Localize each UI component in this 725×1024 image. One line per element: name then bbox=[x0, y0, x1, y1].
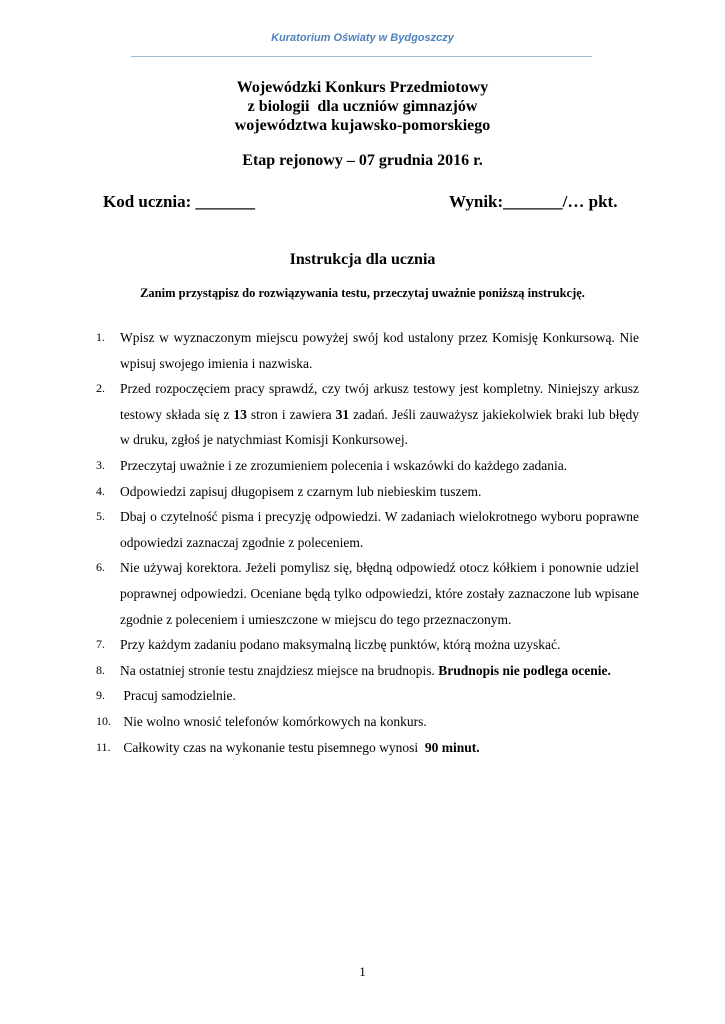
item-number: 9. bbox=[96, 688, 105, 703]
item-number: 2. bbox=[96, 381, 105, 396]
item-text-part: Na ostatniej stronie testu znajdziesz miejsce na brudnopis. bbox=[120, 662, 439, 678]
item-text-part: stron i zawiera bbox=[246, 406, 336, 422]
page-header: Kuratorium Oświaty w Bydgoszczy bbox=[271, 32, 454, 44]
header-divider bbox=[131, 56, 592, 57]
item-number: 6. bbox=[96, 560, 105, 575]
item-text: Dbaj o czytelność pisma i precyzję odpowiedzi. W zadaniach wielokrotnego wyboru poprawne odpowiedzi zaznaczaj zgodnie z poleceniem. bbox=[120, 509, 639, 550]
item-text: Nie używaj korektora. Jeżeli pomylisz się, błędną odpowiedź otocz kółkiem i ponownie udziel poprawnej odpowiedzi. Oceniane będą tylko odpowiedzi, które zostały zaznaczone lub wpisane zgodnie z poleceniem i umieszczone w miejscu do tego przeznaczonym. bbox=[120, 560, 639, 627]
list-item bbox=[96, 376, 639, 453]
list-item bbox=[96, 658, 639, 684]
draft-note: Brudnopis nie podlega ocenie. bbox=[438, 662, 611, 678]
item-number: 3. bbox=[96, 457, 105, 472]
item-text-part: zadań. Jeśli zauważysz jakiekolwiek braki lub błędy w druku, zgłoś je natychmiast Komisji Konkursowej. bbox=[120, 406, 639, 448]
item-text: Pracuj samodzielnie. bbox=[120, 688, 236, 704]
list-item bbox=[96, 325, 639, 376]
item-number: 4. bbox=[96, 483, 105, 498]
item-text: Nie wolno wnosić telefonów komórkowych na konkurs. bbox=[120, 713, 427, 729]
item-text-part: Całkowity czas na wykonanie testu pisemnego wynosi bbox=[120, 739, 422, 755]
time-limit: 90 minut. bbox=[421, 739, 480, 755]
list-item bbox=[96, 504, 639, 555]
title-line-2: z biologii dla uczniów gimnazjów bbox=[247, 98, 478, 115]
item-text: Przy każdym zadaniu podano maksymalną liczbę punktów, którą można uzyskać. bbox=[120, 637, 561, 653]
stage-date: Etap rejonowy – 07 grudnia 2016 r. bbox=[242, 152, 483, 169]
item-number: 10. bbox=[96, 713, 111, 728]
task-count: 31 bbox=[335, 406, 350, 422]
list-item bbox=[96, 632, 639, 658]
item-number: 5. bbox=[96, 509, 105, 524]
page-number: 1 bbox=[359, 964, 366, 979]
title-line-1: Wojewódzki Konkurs Przedmiotowy bbox=[236, 79, 489, 96]
instructions-title: Instrukcja dla ucznia bbox=[289, 251, 436, 268]
item-text: Wpisz w wyznaczonym miejscu powyżej swój kod ustalony przez Komisję Konkursową. Nie wpisuj swojego imienia i nazwiska. bbox=[120, 330, 639, 371]
item-text: Przeczytaj uważnie i ze zrozumieniem polecenia i wskazówki do każdego zadania. bbox=[120, 457, 568, 473]
list-item bbox=[96, 683, 639, 709]
item-number: 1. bbox=[96, 330, 105, 344]
result-field: Wynik:_______/… pkt. bbox=[449, 192, 618, 211]
instructions-subtitle: Zanim przystąpisz do rozwiązywania testu, przeczytaj uważnie poniższą instrukcję. bbox=[140, 286, 585, 300]
item-text bbox=[120, 658, 639, 684]
item-number: 11. bbox=[96, 739, 111, 754]
list-item bbox=[96, 453, 639, 479]
instructions-list bbox=[96, 325, 639, 760]
student-code-field: Kod ucznia: _______ bbox=[103, 192, 256, 211]
item-text-part: Przed rozpoczęciem pracy sprawdź, czy twój arkusz testowy jest kompletny. Niniejszy arkusz testowy składa się z bbox=[120, 381, 639, 422]
title-line-3: województwa kujawsko-pomorskiego bbox=[234, 117, 491, 134]
item-text: Odpowiedzi zapisuj długopisem z czarnym lub niebieskim tuszem. bbox=[120, 483, 482, 499]
list-item bbox=[96, 479, 639, 505]
item-number: 7. bbox=[96, 637, 105, 652]
list-item bbox=[96, 555, 639, 632]
item-text bbox=[120, 735, 639, 761]
item-number: 8. bbox=[96, 662, 105, 677]
list-item bbox=[96, 709, 639, 735]
list-item bbox=[96, 735, 639, 761]
item-text bbox=[120, 376, 639, 453]
page-count: 13 bbox=[233, 406, 247, 422]
competition-title bbox=[0, 78, 725, 135]
